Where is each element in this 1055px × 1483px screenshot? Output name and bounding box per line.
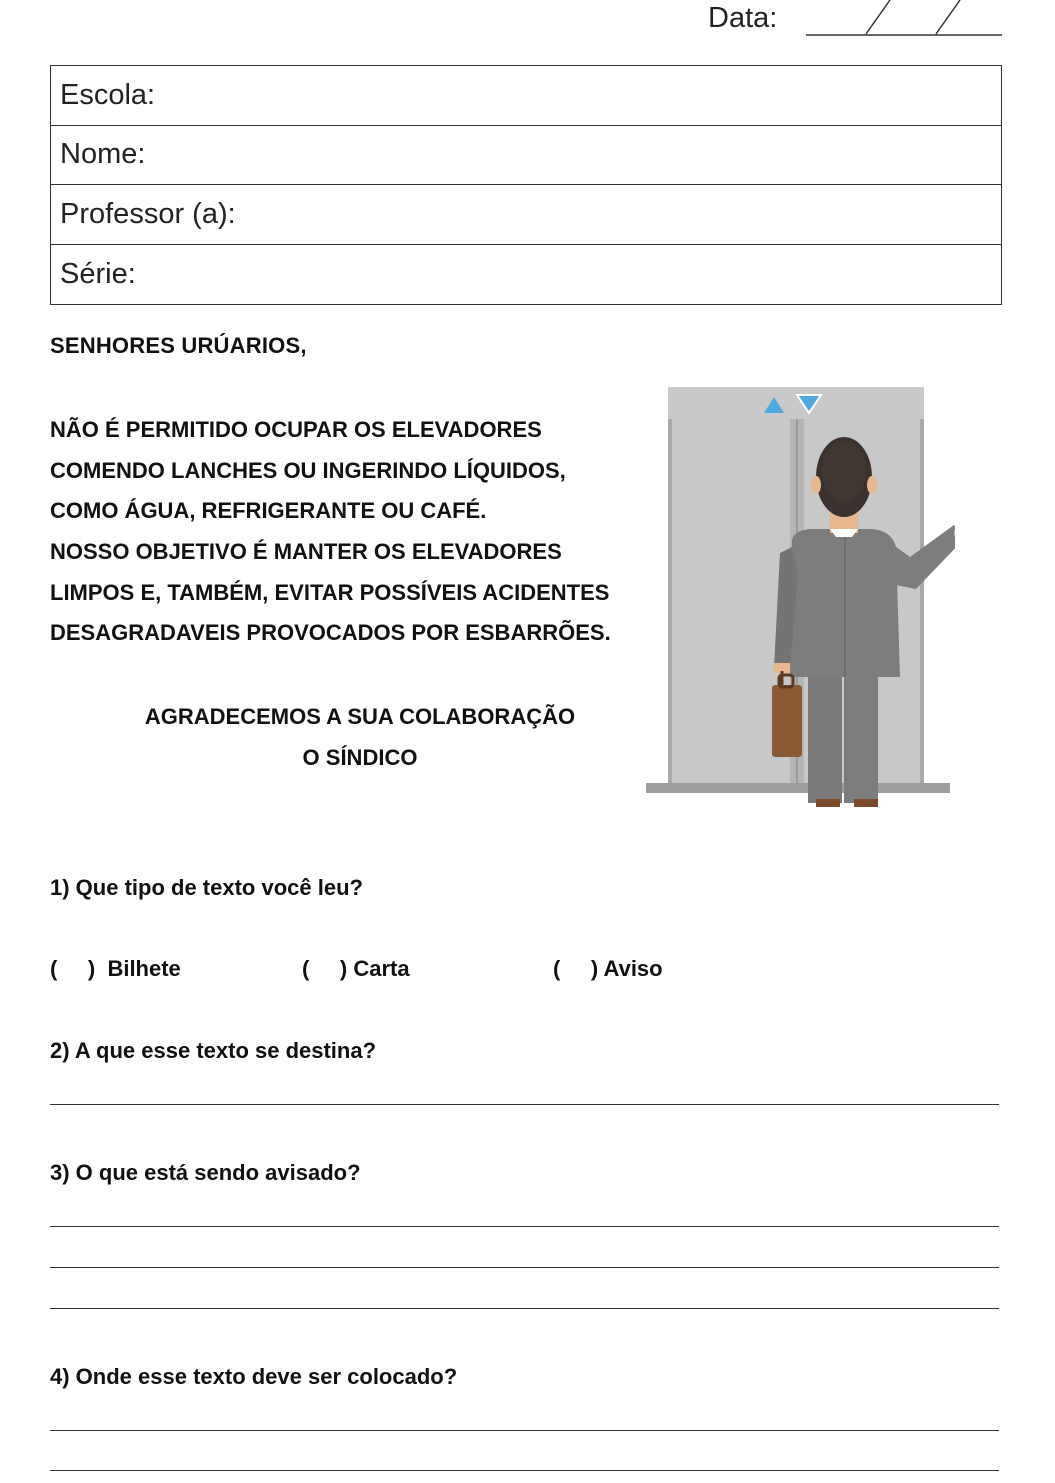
answer-line[interactable]	[50, 1470, 999, 1471]
notice-line: COMO ÁGUA, REFRIGERANTE OU CAFÉ.	[50, 498, 487, 524]
elevator-header	[668, 387, 924, 419]
notice-line: NOSSO OBJETIVO É MANTER OS ELEVADORES	[50, 539, 562, 565]
option-carta[interactable]: ( ) Carta	[302, 956, 410, 981]
date-label: Data:	[708, 2, 778, 34]
option-bilhete[interactable]: ( ) Bilhete	[50, 956, 181, 981]
answer-line[interactable]	[50, 1267, 999, 1268]
date-row	[708, 0, 1008, 40]
school-field[interactable]	[51, 66, 1001, 126]
teacher-field[interactable]	[51, 185, 1001, 245]
name-field[interactable]	[51, 126, 1001, 186]
question-4: 4) Onde esse texto deve ser colocado?	[50, 1364, 458, 1389]
question-3: 3) O que está sendo avisado?	[50, 1160, 361, 1185]
man-leg-left	[808, 673, 842, 803]
student-info-box	[50, 65, 1002, 305]
school-label: Escola:	[60, 78, 156, 111]
elevator-floor	[646, 783, 950, 793]
notice-line: DESAGRADAVEIS PROVOCADOS POR ESBARRÕES.	[50, 620, 611, 646]
notice-body	[50, 410, 690, 654]
name-label: Nome:	[60, 138, 146, 171]
notice-line: NÃO É PERMITIDO OCUPAR OS ELEVADORES	[50, 417, 542, 442]
grade-label: Série:	[60, 257, 136, 290]
notice-greeting: SENHORES URÚARIOS,	[50, 333, 307, 358]
notice-line: COMENDO LANCHES OU INGERINDO LÍQUIDOS,	[50, 457, 566, 483]
notice-line: LIMPOS E, TAMBÉM, EVITAR POSSÍVEIS ACIDENTES	[50, 579, 610, 605]
question-1: 1) Que tipo de texto você leu?	[50, 875, 363, 900]
answer-line[interactable]	[50, 1430, 999, 1431]
elevator-illustration	[640, 385, 955, 815]
question-2: 2) A que esse texto se destina?	[50, 1038, 377, 1063]
date-field[interactable]	[804, 0, 1004, 40]
grade-field[interactable]	[51, 245, 1001, 305]
teacher-label: Professor (a):	[60, 197, 236, 230]
answer-line[interactable]	[50, 1308, 999, 1309]
notice-closing	[50, 697, 670, 778]
briefcase	[772, 685, 802, 757]
answer-line[interactable]	[50, 1104, 999, 1105]
option-aviso[interactable]: ( ) Aviso	[553, 956, 663, 981]
signature-text: O SÍNDICO	[302, 744, 418, 770]
man-leg-right	[844, 673, 878, 803]
answer-line[interactable]	[50, 1226, 999, 1227]
thanks-text: AGRADECEMOS A SUA COLABORAÇÃO	[144, 704, 576, 729]
